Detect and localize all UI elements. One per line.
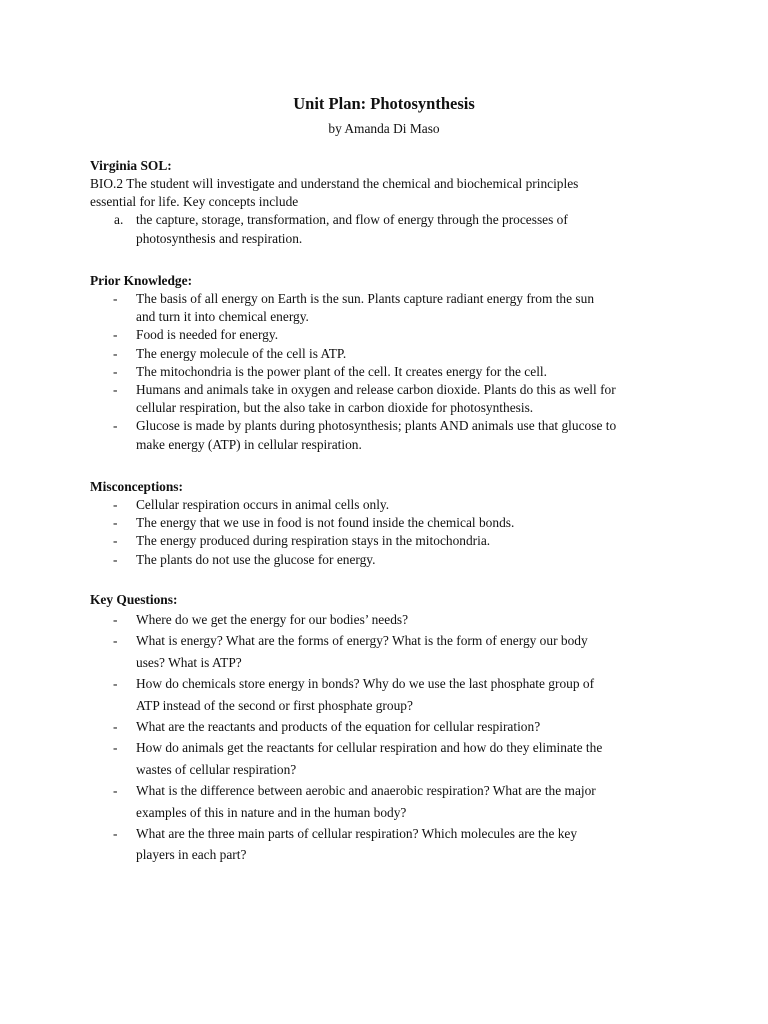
bullet-marker: -	[113, 719, 118, 735]
list-item-line: Humans and animals take in oxygen and release carbon dioxide. Plants do this as well for	[136, 382, 616, 398]
list-item	[90, 673, 690, 716]
bullet-marker: -	[113, 783, 118, 799]
list-item	[90, 345, 690, 363]
list-item	[90, 532, 690, 550]
list-item-line: Where do we get the energy for our bodies’ needs?	[136, 612, 409, 627]
list-item-line: Cellular respiration occurs in animal cells only.	[136, 497, 390, 512]
bullet-marker: -	[113, 363, 118, 379]
bullet-marker: -	[113, 418, 118, 434]
page-title: Unit Plan: Photosynthesis	[293, 94, 475, 113]
sol-list	[90, 211, 690, 247]
list-item	[90, 823, 690, 866]
list-item-line: Glucose is made by plants during photosynthesis; plants AND animals use that glucose to	[136, 418, 617, 434]
key-questions-list	[90, 609, 690, 866]
list-item	[90, 363, 690, 381]
list-item	[90, 496, 690, 514]
bullet-marker: -	[113, 291, 118, 306]
list-item	[90, 514, 690, 532]
bullet-marker: -	[113, 551, 118, 567]
list-item	[90, 780, 690, 823]
list-item-line: wastes of cellular respiration?	[136, 761, 297, 777]
list-item-line: and turn it into chemical energy.	[136, 309, 309, 325]
list-item	[90, 737, 690, 780]
list-item-line: The energy that we use in food is not found inside the chemical bonds.	[136, 515, 515, 531]
list-item-line: What is the difference between aerobic and anaerobic respiration? What are the major	[136, 783, 596, 799]
bullet-marker: -	[113, 740, 118, 756]
list-item	[90, 630, 690, 673]
misconceptions-list	[90, 496, 690, 569]
bullet-marker: -	[113, 327, 118, 343]
list-item-line: The energy produced during respiration stays in the mitochondria.	[136, 533, 491, 549]
bullet-marker: -	[113, 515, 118, 531]
bullet-marker: -	[113, 533, 118, 549]
section-heading: Misconceptions:	[90, 479, 183, 494]
list-item-line: examples of this in nature and in the human body?	[136, 804, 407, 820]
list-item	[90, 609, 690, 630]
list-item	[90, 551, 690, 569]
list-item-line: photosynthesis and respiration.	[136, 230, 303, 246]
bullet-marker: -	[113, 345, 118, 361]
list-item-line: What is energy? What are the forms of energy? What is the form of energy our body	[136, 633, 588, 649]
list-item-line: How do chemicals store energy in bonds? Why do we use the last phosphate group of	[136, 676, 595, 692]
author-line: by Amanda Di Maso	[328, 121, 440, 136]
bullet-marker: -	[113, 497, 118, 512]
list-item-line: The basis of all energy on Earth is the sun. Plants capture radiant energy from the sun	[136, 291, 595, 306]
list-item	[90, 326, 690, 344]
section-heading: Key Questions:	[90, 592, 178, 607]
list-item	[90, 381, 690, 417]
list-item-line: players in each part?	[136, 847, 247, 863]
list-item-line: How do animals get the reactants for cellular respiration and how do they eliminate the	[136, 740, 603, 756]
bullet-marker: -	[113, 633, 118, 649]
list-item-line: cellular respiration, but the also take in carbon dioxide for photosynthesis.	[136, 400, 534, 416]
list-item-line: The mitochondria is the power plant of the cell. It creates energy for the cell.	[136, 363, 547, 379]
section-virginia-sol	[90, 157, 690, 248]
list-item	[90, 290, 690, 326]
bullet-marker: -	[113, 826, 118, 842]
prior-knowledge-list	[90, 290, 690, 454]
section-misconceptions	[90, 478, 690, 569]
list-item-line: What are the reactants and products of the equation for cellular respiration?	[136, 719, 541, 735]
bullet-marker: -	[113, 676, 118, 692]
list-item-line: The energy molecule of the cell is ATP.	[136, 345, 347, 361]
list-item-line: ATP instead of the second or first phosphate group?	[136, 697, 413, 713]
list-item-line: make energy (ATP) in cellular respiration.	[136, 436, 362, 452]
list-item-line: uses? What is ATP?	[136, 654, 242, 670]
list-item-line: The plants do not use the glucose for energy.	[136, 551, 376, 567]
bullet-marker: -	[113, 612, 118, 627]
paragraph-line: BIO.2 The student will investigate and understand the chemical and biochemical principles	[90, 176, 579, 191]
paragraph-line: essential for life. Key concepts include	[90, 194, 299, 210]
section-heading: Prior Knowledge:	[90, 273, 193, 288]
list-item-line: What are the three main parts of cellular respiration? Which molecules are the key	[136, 826, 578, 842]
section-prior-knowledge	[90, 272, 690, 454]
list-item	[90, 211, 690, 247]
bullet-marker: -	[113, 382, 118, 398]
list-item-line: the capture, storage, transformation, and flow of energy through the processes of	[136, 212, 568, 228]
section-key-questions	[90, 591, 690, 866]
section-heading: Virginia SOL:	[90, 158, 172, 173]
list-letter-marker: a.	[114, 212, 124, 228]
list-item	[90, 716, 690, 737]
list-item-line: Food is needed for energy.	[136, 327, 279, 343]
list-item	[90, 417, 690, 453]
